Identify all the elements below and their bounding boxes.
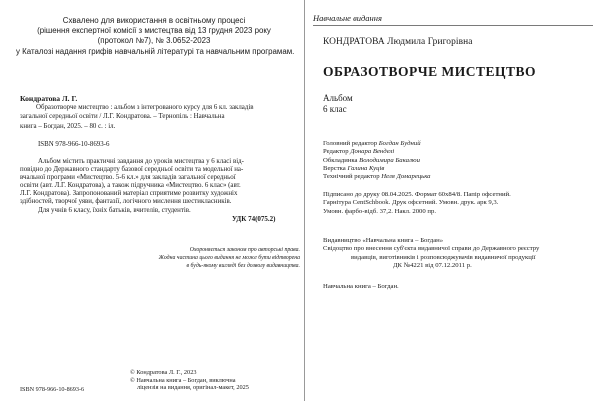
credit-line bbox=[323, 173, 431, 181]
annotation-line: повідно до Державного стандарту базової середньої освіти та модельної на- bbox=[20, 166, 244, 174]
book-author: Кондратова Л. Г. bbox=[20, 94, 78, 103]
annotation-line: Для учнів 6 класу, їхніх батьків, вчителів, студентів. bbox=[38, 206, 191, 214]
credit-line bbox=[323, 165, 431, 173]
publisher-line: видавців, виготівників і розповсюджувачів видавничої продукції bbox=[351, 253, 536, 261]
rights-line: Охороняється законом про авторські права. bbox=[189, 247, 300, 253]
udk-code: УДК 74(075.2) bbox=[232, 215, 276, 223]
credit-name: Неля Домарецька bbox=[381, 173, 431, 181]
rights-line: в будь-якому вигляді без дозволу видавництва. bbox=[186, 263, 300, 269]
publisher-line: ДК №4221 від 07.12.2011 р. bbox=[393, 261, 472, 269]
copyright-block bbox=[130, 369, 249, 392]
print-line: Підписано до друку 08.04.2025. Формат 60х84/8. Папір офсетний. bbox=[323, 191, 511, 198]
description-line: загальної середньої освіти / Л.Г. Кондратова. – Тернопіль : Навчальна bbox=[20, 113, 225, 121]
publisher-line: Свідоцтво про внесення суб'єкта видавничої справи до Державного реєстру bbox=[323, 245, 540, 253]
header-rule bbox=[313, 25, 593, 26]
credit-name: Донара Венделі bbox=[350, 148, 395, 156]
description-line: книга – Богдан, 2025. – 80 с. : іл. bbox=[20, 122, 116, 130]
annotation bbox=[20, 158, 244, 215]
subtitle bbox=[323, 93, 353, 115]
publisher-info bbox=[323, 237, 539, 270]
annotation-line: Альбом містить практичні завдання до уроків мистецтва у 6 класі від- bbox=[38, 158, 244, 165]
approval-block bbox=[16, 16, 295, 57]
credit-role: Редактор bbox=[323, 148, 349, 156]
credits-block bbox=[323, 140, 431, 181]
credit-line bbox=[323, 140, 431, 148]
credit-role: Обкладинка bbox=[323, 156, 358, 164]
rights-line: Жодна частина цього видання не може бути відтворена bbox=[158, 255, 300, 261]
rights-notice bbox=[100, 246, 300, 270]
annotation-line: освіти (авт. Л.Г. Кондратова), а також підручника «Мистецтво. 6 клас» (авт. bbox=[20, 182, 241, 190]
credit-role: Верстка bbox=[323, 164, 346, 172]
isbn: ISBN 978-966-10-8693-6 bbox=[38, 141, 110, 148]
print-info bbox=[323, 191, 511, 216]
approval-line: у Каталозі надання грифів навчальній літературі та навчальним програмам. bbox=[16, 46, 295, 56]
annotation-line: здібностей, творчої уяви, фантазії, логічного мислення шестикласників. bbox=[20, 198, 232, 206]
copyright-line: © Кондратова Л. Г., 2023 bbox=[130, 369, 197, 376]
approval-line: (рішення експертної комісії з мистецтва від 13 грудня 2023 року bbox=[37, 26, 271, 36]
book-title: ОБРАЗОТВОРЧЕ МИСТЕЦТВО bbox=[323, 64, 537, 79]
credit-name: Володимира Бакалюи bbox=[359, 156, 420, 164]
annotation-line: Л.Г. Кондратова). Запропонований матеріал сприятиме розвитку художніх bbox=[20, 190, 238, 198]
credit-name: Галина Куців bbox=[347, 164, 385, 172]
page-divider bbox=[304, 0, 305, 401]
series-label: Навчальне видання bbox=[313, 13, 382, 23]
credit-role: Головний редактор bbox=[323, 140, 378, 147]
print-line: Гарнітура CentSchbook. Друк офсетний. Умовн. друк. арк 9,3. bbox=[323, 199, 499, 207]
credit-name: Богдан Будний bbox=[378, 140, 421, 147]
copyright-line: © Навчальна книга – Богдан, виключна bbox=[130, 376, 236, 384]
bibliographic-description bbox=[20, 103, 254, 131]
description-line: Образотворче мистецтво : альбом з інтегрованого курсу для 6 кл. закладів bbox=[36, 104, 254, 111]
copyright-line: ліцензія на видання, оригінал-макет, 2025 bbox=[137, 384, 249, 392]
credit-line bbox=[323, 157, 431, 165]
isbn-bottom: ISBN 978-966-10-8693-6 bbox=[20, 386, 85, 393]
author-full-name: КОНДРАТОВА Людмила Григорівна bbox=[323, 37, 473, 47]
publisher-line: Видавництво «Навчальна книга – Богдан» bbox=[323, 237, 444, 244]
subtitle-line: 6 клас bbox=[323, 104, 347, 114]
annotation-line: вчальної програми «Мистецтво. 5-6 кл.» для закладів загальної середньої bbox=[20, 174, 236, 182]
publisher-short: Навчальна книга – Богдан. bbox=[323, 283, 399, 290]
print-line: Умовн. фарбо-відб. 37,2. Накл. 2000 пр. bbox=[323, 207, 437, 215]
subtitle-line: Альбом bbox=[323, 93, 353, 103]
approval-line: (протокол №7), № 3.0652-2023 bbox=[97, 36, 211, 46]
credit-role: Технічний редактор bbox=[323, 173, 380, 181]
approval-line: Схвалено для використання в освітньому процесі bbox=[62, 16, 246, 25]
credit-line bbox=[323, 148, 431, 156]
